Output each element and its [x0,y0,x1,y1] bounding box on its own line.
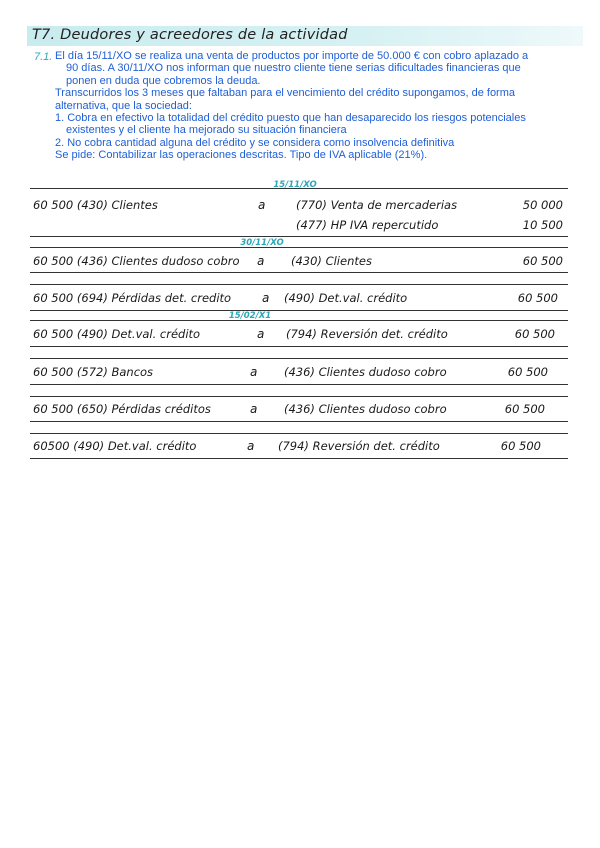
journal-rule [30,310,568,311]
journal-rule [30,358,568,359]
statement-line: El día 15/11/XO se realiza una venta de productos por importe de 50.000 € con cobro aplazado a [55,50,529,62]
credit-account: (770) Venta de mercaderias [296,198,458,212]
credit-account: (477) HP IVA repercutido [296,218,439,232]
connector-a: a [258,198,266,212]
connector-a: a [250,402,258,416]
journal-rule [30,236,568,237]
connector-a: a [257,254,265,268]
credit-amount: 60 500 [504,402,545,416]
journal-rule [30,272,568,273]
journal-rule [30,320,568,321]
statement-line: 1. Cobra en efectivo la totalidad del crédito puesto que han desaparecido los riesgos potenciales [55,112,526,125]
connector-a: a [250,365,258,379]
credit-amount: 10 500 [522,218,563,232]
credit-amount: 60 500 [514,327,555,341]
journal-rule [30,421,568,422]
credit-account: (436) Clientes dudoso cobro [284,365,447,379]
credit-amount: 60 500 [517,291,558,305]
credit-account: (436) Clientes dudoso cobro [284,402,447,416]
connector-a: a [262,291,270,305]
exercise-statement [55,50,575,162]
debit-line: 60 500 (572) Bancos [33,365,154,379]
credit-account: (794) Reversión det. crédito [278,439,440,453]
entry-date: 15/11/XO [273,180,317,190]
debit-line: 60500 (490) Det.val. crédito [33,439,197,453]
debit-line: 60 500 (436) Clientes dudoso cobro [33,254,240,268]
exercise-number: 7.1. [34,51,53,63]
journal-rule [30,247,568,248]
credit-account: (490) Det.val. crédito [284,291,408,305]
journal-rule [30,458,568,459]
connector-a: a [257,327,265,341]
statement-line: Se pide: Contabilizar las operaciones descritas. Tipo de IVA aplicable (21%). [55,149,428,162]
entry-date: 30/11/XO [240,238,284,248]
statement-line: ponen en duda que cobremos la deuda. [66,74,261,87]
journal-rule [30,346,568,347]
statement-line: alternativa, que la sociedad: [55,99,192,112]
debit-line: 60 500 (650) Pérdidas créditos [33,402,211,416]
journal-rule [30,433,568,434]
credit-amount: 60 500 [500,439,541,453]
credit-amount: 60 500 [522,254,563,268]
debit-line: 60 500 (490) Det.val. crédito [33,327,201,341]
credit-account: (430) Clientes [291,254,372,268]
connector-a: a [247,439,255,453]
debit-line: 60 500 (430) Clientes [33,198,158,212]
credit-amount: 50 000 [522,198,563,212]
journal-rule [30,284,568,285]
statement-line: 90 días. A 30/11/XO nos informan que nuestro cliente tiene serias dificultades financieras que [66,62,521,75]
debit-line: 60 500 (694) Pérdidas det. credito [33,291,232,305]
statement-line: existentes y el cliente ha mejorado su situación financiera [66,124,347,137]
statement-line: 2. No cobra cantidad alguna del crédito y se considera como insolvencia definitiva [55,136,455,149]
statement-line: Transcurridos los 3 meses que faltaban para el vencimiento del crédito supongamos, de forma [55,87,516,100]
journal-rule [30,396,568,397]
entry-date: 15/02/X1 [228,311,272,321]
credit-amount: 60 500 [507,365,548,379]
journal-rule [30,384,568,385]
credit-account: (794) Reversión det. crédito [286,327,448,341]
page-title: T7. Deudores y acreedores de la actividad [32,27,348,43]
